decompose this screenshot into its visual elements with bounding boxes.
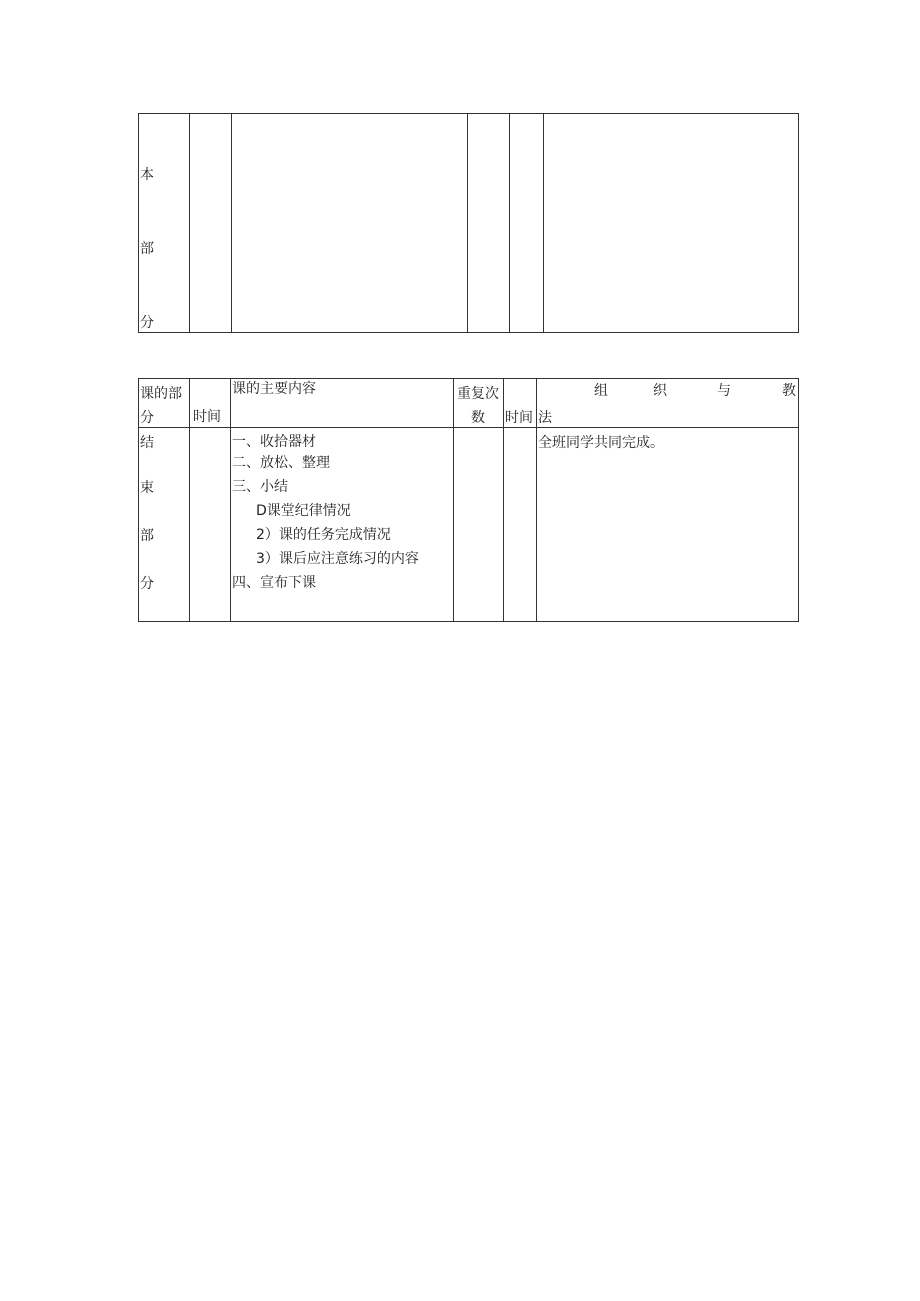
content-line: 3）课后应注意练习的内容	[256, 551, 419, 567]
section-label-char: 本	[140, 167, 154, 183]
header-content: 课的主要内容	[232, 381, 316, 397]
header-time2: 时间	[505, 410, 533, 426]
header-reps-line1: 重复次	[457, 386, 499, 402]
header-method-char: 与	[717, 383, 731, 399]
header-method-char: 教	[782, 383, 796, 399]
header-method-line2: 法	[538, 410, 552, 426]
section-label-char: 束	[140, 480, 154, 496]
content-line: 三、小结	[232, 479, 288, 495]
header-part-line1: 课的部	[140, 386, 182, 402]
content-line: D课堂纪律情况	[256, 503, 351, 519]
header-reps-line2: 数	[471, 410, 485, 426]
content-line: 2）课的任务完成情况	[256, 527, 391, 543]
header-method-char: 组	[594, 383, 608, 399]
section-label-char: 部	[140, 528, 154, 544]
section-label-char: 分	[140, 576, 154, 592]
header-time: 时间	[193, 409, 221, 425]
header-part-line2: 分	[140, 410, 154, 426]
content-line: 一、收拾器材	[232, 434, 316, 450]
section-label-char: 部	[140, 241, 154, 257]
method-text: 全班同学共同完成。	[538, 435, 664, 451]
content-line: 四、宣布下课	[232, 575, 316, 591]
content-line: 二、放松、整理	[232, 455, 330, 471]
section-label-char: 分	[140, 315, 154, 331]
section-label-char: 结	[140, 435, 154, 451]
header-method-char: 织	[653, 383, 667, 399]
